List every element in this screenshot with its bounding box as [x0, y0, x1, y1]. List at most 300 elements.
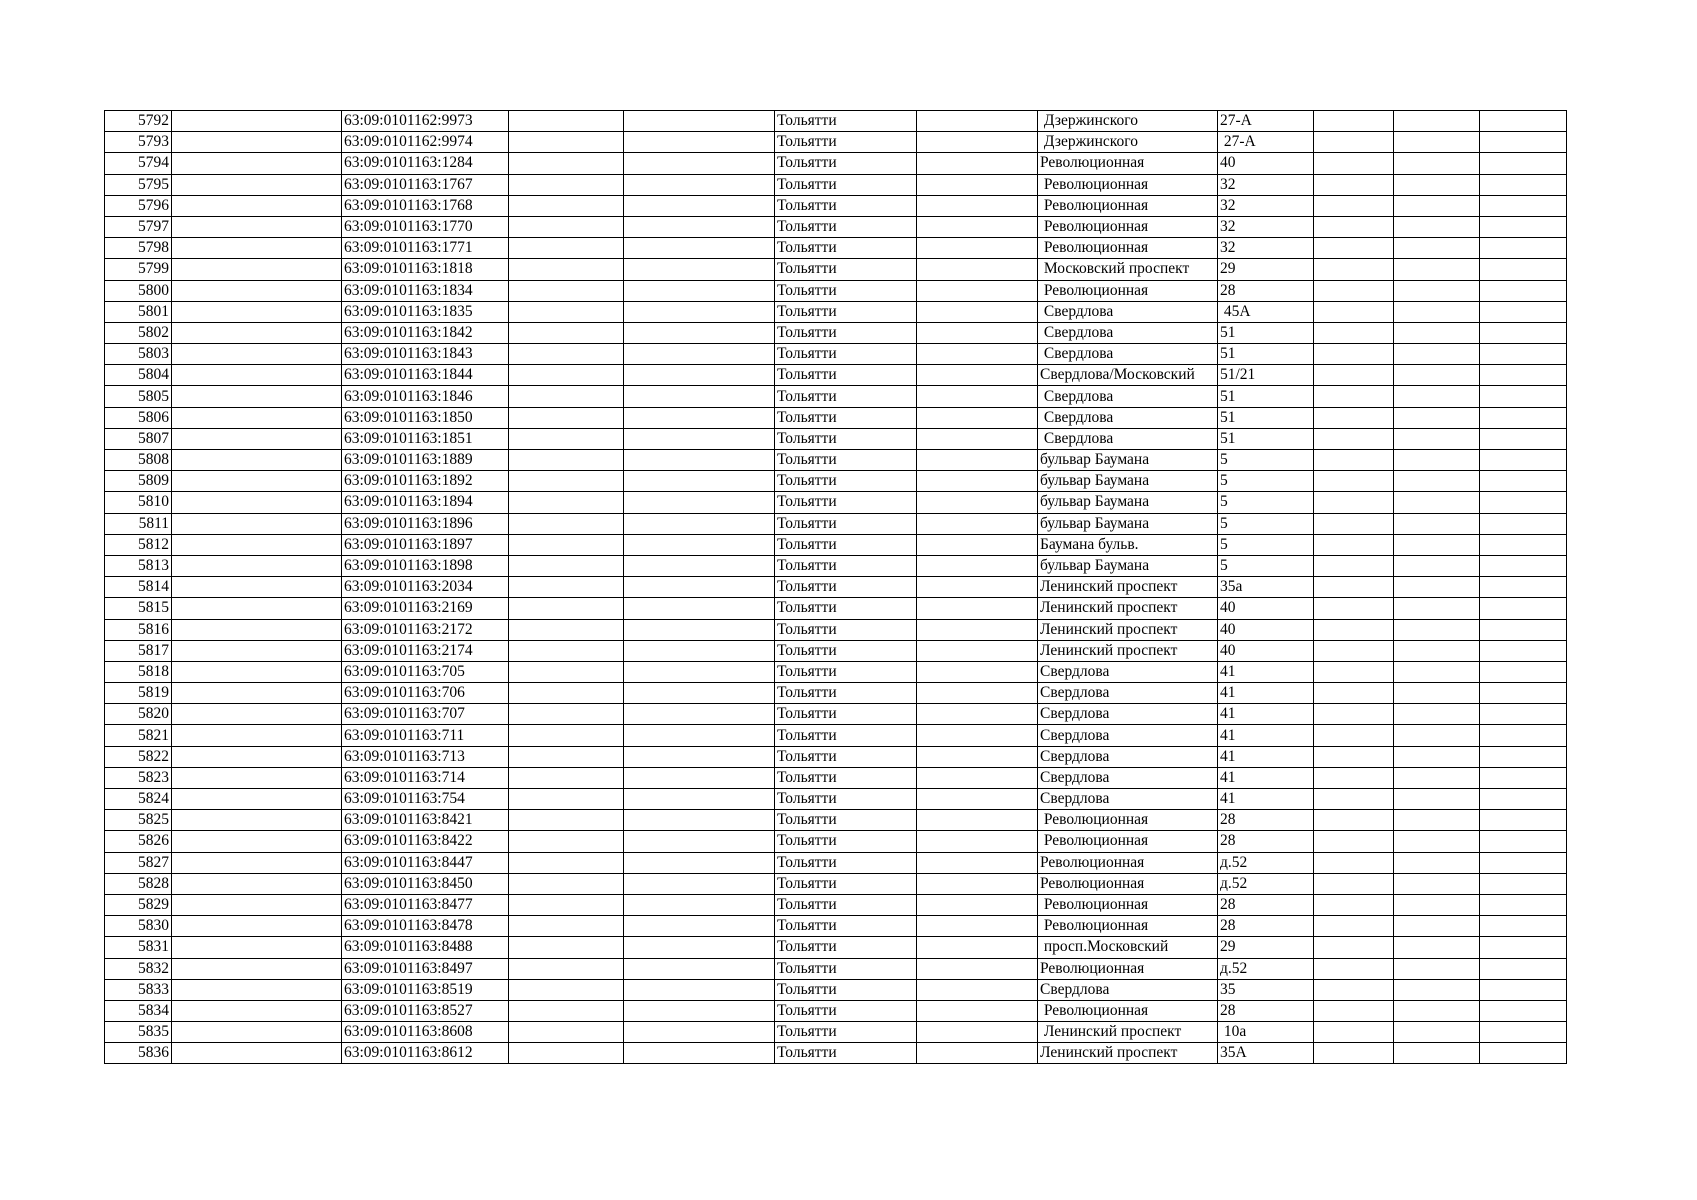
empty-cell [509, 534, 624, 555]
empty-cell [509, 704, 624, 725]
street-cell: Свердлова [1038, 386, 1218, 407]
city-cell: Тольятти [775, 1022, 917, 1043]
empty-cell [509, 725, 624, 746]
table-row [105, 280, 1567, 301]
street-cell: Свердлова [1038, 979, 1218, 1000]
empty-cell [624, 301, 775, 322]
table-row [105, 195, 1567, 216]
cadastral-number-cell: 63:09:0101163:8450 [342, 873, 509, 894]
empty-cell [509, 450, 624, 471]
cadastral-number-cell: 63:09:0101163:706 [342, 683, 509, 704]
house-cell: 40 [1218, 153, 1314, 174]
cadastral-number-cell: 63:09:0101163:1767 [342, 174, 509, 195]
street-cell: Дзержинского [1038, 111, 1218, 132]
empty-cell [624, 767, 775, 788]
empty-cell [1314, 640, 1394, 661]
empty-cell [1480, 344, 1567, 365]
row-number-cell: 5819 [105, 683, 172, 704]
empty-cell [172, 661, 342, 682]
cadastral-number-cell: 63:09:0101163:1844 [342, 365, 509, 386]
row-number-cell: 5830 [105, 916, 172, 937]
empty-cell [1480, 280, 1567, 301]
city-cell: Тольятти [775, 916, 917, 937]
empty-cell [172, 831, 342, 852]
empty-cell [1314, 195, 1394, 216]
empty-cell [1394, 492, 1480, 513]
house-cell: 41 [1218, 746, 1314, 767]
empty-cell [1480, 1022, 1567, 1043]
city-cell: Тольятти [775, 746, 917, 767]
empty-cell [624, 937, 775, 958]
empty-cell [917, 301, 1038, 322]
empty-cell [1394, 407, 1480, 428]
empty-cell [917, 746, 1038, 767]
cadastral-number-cell: 63:09:0101163:1897 [342, 534, 509, 555]
house-cell: 35а [1218, 577, 1314, 598]
empty-cell [1314, 937, 1394, 958]
cadastral-number-cell: 63:09:0101163:1771 [342, 238, 509, 259]
empty-cell [509, 937, 624, 958]
empty-cell [1394, 640, 1480, 661]
empty-cell [1314, 450, 1394, 471]
empty-cell [1394, 810, 1480, 831]
table-row [105, 365, 1567, 386]
street-cell: Революционная [1038, 894, 1218, 915]
table-row [105, 1022, 1567, 1043]
empty-cell [509, 301, 624, 322]
row-number-cell: 5804 [105, 365, 172, 386]
empty-cell [509, 259, 624, 280]
street-cell: Революционная [1038, 153, 1218, 174]
house-cell: 28 [1218, 916, 1314, 937]
empty-cell [1480, 1043, 1567, 1064]
house-cell: 5 [1218, 555, 1314, 576]
empty-cell [172, 450, 342, 471]
empty-cell [917, 534, 1038, 555]
cadastral-number-cell: 63:09:0101162:9973 [342, 111, 509, 132]
empty-cell [624, 259, 775, 280]
empty-cell [1314, 958, 1394, 979]
house-cell: д.52 [1218, 852, 1314, 873]
row-number-cell: 5806 [105, 407, 172, 428]
empty-cell [1314, 831, 1394, 852]
row-number-cell: 5820 [105, 704, 172, 725]
empty-cell [509, 365, 624, 386]
row-number-cell: 5815 [105, 598, 172, 619]
empty-cell [624, 344, 775, 365]
city-cell: Тольятти [775, 894, 917, 915]
empty-cell [1394, 873, 1480, 894]
house-cell: 32 [1218, 195, 1314, 216]
house-cell: 51 [1218, 344, 1314, 365]
city-cell: Тольятти [775, 555, 917, 576]
empty-cell [917, 153, 1038, 174]
row-number-cell: 5792 [105, 111, 172, 132]
street-cell: Ленинский проспект [1038, 598, 1218, 619]
empty-cell [624, 810, 775, 831]
house-cell: 28 [1218, 1000, 1314, 1021]
empty-cell [1314, 513, 1394, 534]
empty-cell [624, 174, 775, 195]
table-row [105, 471, 1567, 492]
empty-cell [172, 280, 342, 301]
city-cell: Тольятти [775, 852, 917, 873]
empty-cell [1480, 746, 1567, 767]
empty-cell [509, 555, 624, 576]
empty-cell [1314, 153, 1394, 174]
empty-cell [1480, 365, 1567, 386]
city-cell: Тольятти [775, 471, 917, 492]
street-cell: Революционная [1038, 216, 1218, 237]
street-cell: Ленинский проспект [1038, 640, 1218, 661]
table-row [105, 555, 1567, 576]
cadastral-number-cell: 63:09:0101163:8497 [342, 958, 509, 979]
city-cell: Тольятти [775, 153, 917, 174]
empty-cell [624, 386, 775, 407]
cadastral-number-cell: 63:09:0101163:8519 [342, 979, 509, 1000]
empty-cell [624, 683, 775, 704]
empty-cell [624, 577, 775, 598]
empty-cell [624, 725, 775, 746]
empty-cell [917, 386, 1038, 407]
empty-cell [917, 471, 1038, 492]
empty-cell [624, 132, 775, 153]
empty-cell [1314, 534, 1394, 555]
empty-cell [1314, 979, 1394, 1000]
empty-cell [1394, 238, 1480, 259]
house-cell: 32 [1218, 238, 1314, 259]
empty-cell [624, 1043, 775, 1064]
city-cell: Тольятти [775, 513, 917, 534]
empty-cell [1394, 555, 1480, 576]
city-cell: Тольятти [775, 873, 917, 894]
empty-cell [172, 365, 342, 386]
cadastral-number-cell: 63:09:0101163:8612 [342, 1043, 509, 1064]
empty-cell [509, 238, 624, 259]
cadastral-number-cell: 63:09:0101163:8478 [342, 916, 509, 937]
street-cell: Свердлова [1038, 767, 1218, 788]
street-cell: Свердлова/Московский [1038, 365, 1218, 386]
empty-cell [1314, 810, 1394, 831]
empty-cell [1314, 746, 1394, 767]
empty-cell [917, 958, 1038, 979]
city-cell: Тольятти [775, 683, 917, 704]
empty-cell [1314, 725, 1394, 746]
city-cell: Тольятти [775, 661, 917, 682]
street-cell: Революционная [1038, 810, 1218, 831]
empty-cell [1394, 979, 1480, 1000]
empty-cell [509, 789, 624, 810]
table-row [105, 704, 1567, 725]
empty-cell [624, 216, 775, 237]
empty-cell [1394, 259, 1480, 280]
empty-cell [917, 513, 1038, 534]
table-row [105, 767, 1567, 788]
cadastral-number-cell: 63:09:0101163:1818 [342, 259, 509, 280]
table-row [105, 873, 1567, 894]
row-number-cell: 5798 [105, 238, 172, 259]
empty-cell [1480, 471, 1567, 492]
empty-cell [509, 577, 624, 598]
empty-cell [172, 301, 342, 322]
empty-cell [1314, 132, 1394, 153]
empty-cell [917, 216, 1038, 237]
empty-cell [1394, 831, 1480, 852]
empty-cell [1394, 195, 1480, 216]
row-number-cell: 5817 [105, 640, 172, 661]
empty-cell [172, 746, 342, 767]
house-cell: 5 [1218, 450, 1314, 471]
cadastral-number-cell: 63:09:0101163:1842 [342, 322, 509, 343]
empty-cell [917, 344, 1038, 365]
empty-cell [1394, 111, 1480, 132]
empty-cell [172, 958, 342, 979]
city-cell: Тольятти [775, 450, 917, 471]
empty-cell [172, 1043, 342, 1064]
empty-cell [172, 132, 342, 153]
empty-cell [1314, 873, 1394, 894]
empty-cell [172, 513, 342, 534]
cadastral-number-cell: 63:09:0101163:8527 [342, 1000, 509, 1021]
empty-cell [917, 640, 1038, 661]
table-body [105, 111, 1567, 1064]
empty-cell [1480, 640, 1567, 661]
empty-cell [624, 450, 775, 471]
empty-cell [1394, 661, 1480, 682]
empty-cell [1480, 386, 1567, 407]
house-cell: 51 [1218, 428, 1314, 449]
empty-cell [1394, 1000, 1480, 1021]
empty-cell [1314, 555, 1394, 576]
empty-cell [509, 916, 624, 937]
street-cell: Свердлова [1038, 725, 1218, 746]
city-cell: Тольятти [775, 259, 917, 280]
empty-cell [917, 259, 1038, 280]
table-row [105, 979, 1567, 1000]
empty-cell [1480, 852, 1567, 873]
empty-cell [172, 386, 342, 407]
empty-cell [509, 873, 624, 894]
empty-cell [1394, 577, 1480, 598]
empty-cell [624, 153, 775, 174]
row-number-cell: 5797 [105, 216, 172, 237]
house-cell: 5 [1218, 534, 1314, 555]
empty-cell [917, 195, 1038, 216]
row-number-cell: 5807 [105, 428, 172, 449]
house-cell: 40 [1218, 619, 1314, 640]
house-cell: д.52 [1218, 958, 1314, 979]
empty-cell [917, 365, 1038, 386]
empty-cell [509, 619, 624, 640]
table-row [105, 640, 1567, 661]
street-cell: Ленинский проспект [1038, 1043, 1218, 1064]
cadastral-number-cell: 63:09:0101163:2172 [342, 619, 509, 640]
empty-cell [1480, 598, 1567, 619]
empty-cell [917, 450, 1038, 471]
empty-cell [624, 280, 775, 301]
row-number-cell: 5809 [105, 471, 172, 492]
empty-cell [172, 153, 342, 174]
street-cell: Революционная [1038, 873, 1218, 894]
empty-cell [509, 831, 624, 852]
empty-cell [917, 873, 1038, 894]
row-number-cell: 5800 [105, 280, 172, 301]
house-cell: 28 [1218, 894, 1314, 915]
city-cell: Тольятти [775, 492, 917, 513]
house-cell: 41 [1218, 767, 1314, 788]
table-row [105, 344, 1567, 365]
data-table [104, 110, 1567, 1064]
city-cell: Тольятти [775, 534, 917, 555]
empty-cell [172, 555, 342, 576]
empty-cell [1480, 111, 1567, 132]
table-row [105, 301, 1567, 322]
empty-cell [1314, 916, 1394, 937]
cadastral-number-cell: 63:09:0101163:713 [342, 746, 509, 767]
empty-cell [1480, 937, 1567, 958]
empty-cell [1314, 598, 1394, 619]
empty-cell [172, 640, 342, 661]
empty-cell [917, 1000, 1038, 1021]
table-row [105, 407, 1567, 428]
cadastral-number-cell: 63:09:0101163:1835 [342, 301, 509, 322]
street-cell: Свердлова [1038, 789, 1218, 810]
empty-cell [1314, 577, 1394, 598]
empty-cell [1394, 894, 1480, 915]
table-row [105, 916, 1567, 937]
street-cell: просп.Московский [1038, 937, 1218, 958]
empty-cell [1480, 407, 1567, 428]
empty-cell [1480, 216, 1567, 237]
street-cell: Ленинский проспект [1038, 577, 1218, 598]
empty-cell [917, 619, 1038, 640]
empty-cell [172, 322, 342, 343]
row-number-cell: 5835 [105, 1022, 172, 1043]
table-row [105, 428, 1567, 449]
house-cell: 5 [1218, 471, 1314, 492]
empty-cell [624, 958, 775, 979]
city-cell: Тольятти [775, 810, 917, 831]
empty-cell [917, 132, 1038, 153]
empty-cell [1394, 598, 1480, 619]
empty-cell [917, 852, 1038, 873]
city-cell: Тольятти [775, 111, 917, 132]
empty-cell [624, 1022, 775, 1043]
row-number-cell: 5795 [105, 174, 172, 195]
table-row [105, 322, 1567, 343]
table-row [105, 1043, 1567, 1064]
empty-cell [509, 683, 624, 704]
table-row [105, 937, 1567, 958]
street-cell: Революционная [1038, 195, 1218, 216]
empty-cell [1314, 894, 1394, 915]
empty-cell [172, 725, 342, 746]
empty-cell [509, 810, 624, 831]
table-row [105, 153, 1567, 174]
cadastral-number-cell: 63:09:0101163:711 [342, 725, 509, 746]
empty-cell [1314, 683, 1394, 704]
street-cell: Революционная [1038, 852, 1218, 873]
street-cell: Ленинский проспект [1038, 1022, 1218, 1043]
empty-cell [917, 1043, 1038, 1064]
row-number-cell: 5831 [105, 937, 172, 958]
row-number-cell: 5821 [105, 725, 172, 746]
empty-cell [1480, 704, 1567, 725]
empty-cell [624, 555, 775, 576]
empty-cell [1480, 450, 1567, 471]
empty-cell [1480, 725, 1567, 746]
empty-cell [624, 916, 775, 937]
empty-cell [1314, 344, 1394, 365]
cadastral-number-cell: 63:09:0101163:707 [342, 704, 509, 725]
empty-cell [172, 704, 342, 725]
street-cell: Дзержинского [1038, 132, 1218, 153]
street-cell: Революционная [1038, 280, 1218, 301]
empty-cell [172, 1000, 342, 1021]
empty-cell [1394, 132, 1480, 153]
empty-cell [1314, 111, 1394, 132]
empty-cell [509, 852, 624, 873]
row-number-cell: 5812 [105, 534, 172, 555]
cadastral-number-cell: 63:09:0101163:1850 [342, 407, 509, 428]
cadastral-number-cell: 63:09:0101163:8447 [342, 852, 509, 873]
row-number-cell: 5833 [105, 979, 172, 1000]
empty-cell [172, 873, 342, 894]
empty-cell [1394, 322, 1480, 343]
table-row [105, 619, 1567, 640]
empty-cell [624, 238, 775, 259]
table-row [105, 725, 1567, 746]
empty-cell [1394, 386, 1480, 407]
house-cell: 32 [1218, 216, 1314, 237]
row-number-cell: 5836 [105, 1043, 172, 1064]
cadastral-number-cell: 63:09:0101163:1284 [342, 153, 509, 174]
empty-cell [624, 873, 775, 894]
house-cell: 41 [1218, 683, 1314, 704]
empty-cell [1314, 1000, 1394, 1021]
empty-cell [917, 492, 1038, 513]
empty-cell [624, 407, 775, 428]
empty-cell [1314, 1022, 1394, 1043]
empty-cell [172, 937, 342, 958]
empty-cell [509, 111, 624, 132]
empty-cell [624, 471, 775, 492]
empty-cell [172, 810, 342, 831]
row-number-cell: 5834 [105, 1000, 172, 1021]
empty-cell [1314, 365, 1394, 386]
empty-cell [624, 1000, 775, 1021]
street-cell: Свердлова [1038, 322, 1218, 343]
empty-cell [917, 174, 1038, 195]
empty-cell [1314, 789, 1394, 810]
empty-cell [1480, 428, 1567, 449]
house-cell: 28 [1218, 280, 1314, 301]
empty-cell [1394, 471, 1480, 492]
empty-cell [1394, 619, 1480, 640]
empty-cell [509, 216, 624, 237]
empty-cell [1394, 428, 1480, 449]
empty-cell [624, 979, 775, 1000]
row-number-cell: 5822 [105, 746, 172, 767]
city-cell: Тольятти [775, 1043, 917, 1064]
house-cell: 27-А [1218, 111, 1314, 132]
city-cell: Тольятти [775, 322, 917, 343]
row-number-cell: 5827 [105, 852, 172, 873]
street-cell: бульвар Баумана [1038, 450, 1218, 471]
house-cell: 28 [1218, 810, 1314, 831]
cadastral-number-cell: 63:09:0101163:8488 [342, 937, 509, 958]
empty-cell [1480, 661, 1567, 682]
